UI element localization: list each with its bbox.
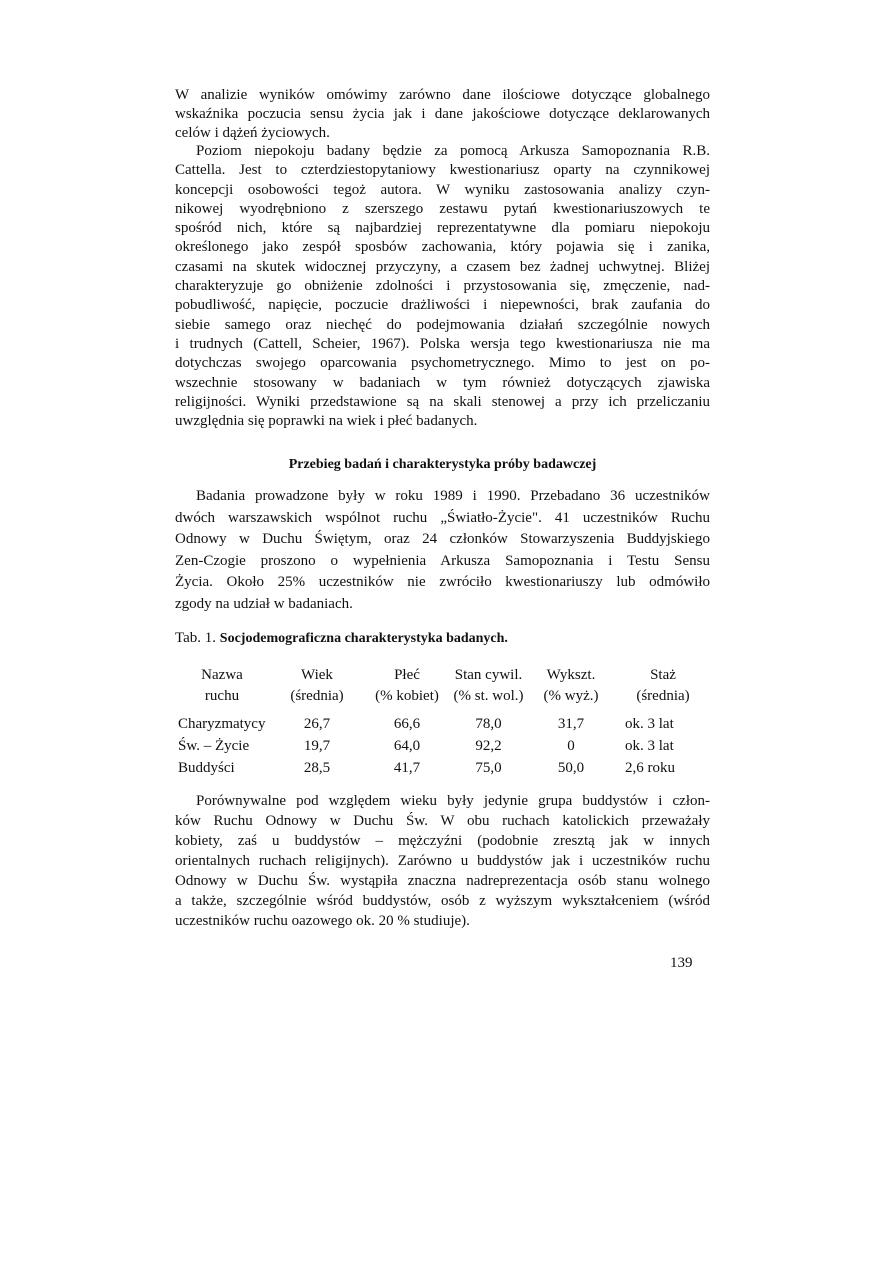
text-line: wszechnie stosowany w badaniach w tym również dotyczących zjawiska [175, 374, 710, 391]
header-age: Wiek [301, 667, 333, 683]
paragraph-study-procedure [175, 486, 710, 616]
text-line: uczestników ruchu oazowego ok. 20 % studiuje). [175, 913, 470, 929]
cell-age: 28,5 [303, 760, 331, 776]
cell-single-pct: 75,0 [475, 760, 502, 776]
cell-higher-edu-pct: 50,0 [557, 760, 585, 776]
text-line: Odnowy w Duchu Św. wystąpiła znaczna nadreprezentacja osób stanu wolnego [175, 873, 710, 889]
text-line: wskaźnika poczucia sensu życia jak i dane jakościowe dotyczące deklarowanych [175, 106, 710, 122]
text-line: religijności. Wyniki przedstawione są na skali stenowej a przy ich przeliczaniu [175, 393, 710, 410]
text-line: Badania prowadzone były w roku 1989 i 1990. Przebadano 36 uczestników [196, 488, 710, 504]
text-line: pobudliwość, napięcie, poczucie drażliwości i niepewności, brak zaufania do [175, 297, 710, 314]
table-header-row-1 [178, 665, 715, 686]
text-line: i trudnych (Cattell, Scheier, 1967). Polska wersja tego kwestionariusza nie ma [175, 335, 710, 352]
text-line: czasami na skutek widocznej przyczyny, a czasem bez żadnej uchwytnej. Bliżej [175, 258, 710, 275]
cell-higher-edu-pct: 31,7 [557, 716, 585, 732]
header-education: Wykszt. [546, 667, 596, 683]
cell-female-pct: 41,7 [393, 760, 421, 776]
page-number: 139 [670, 955, 693, 971]
paragraph-intro [175, 86, 710, 143]
text-line: dotychczas swojego oparcowania psychometrycznego. Mimo to jest on po- [175, 355, 710, 372]
text-line: koncepcji osobowości tegoż autora. W wyniku zastosowania analizy czyn- [175, 181, 710, 198]
header-tenure: Staż [650, 667, 676, 683]
table-row [178, 757, 715, 779]
header-education-sub: (% wyż.) [543, 688, 599, 704]
table-caption-prefix: Tab. 1. [175, 630, 217, 646]
text-line: Zen-Czogie proszono o wypełnienia Arkusza Samopoznania i Testu Sensu [175, 552, 710, 569]
text-line: charakteryzuje go obniżenie zdolności i przystosowania się, zmęczenie, nad- [175, 278, 710, 295]
header-marital-sub: (% st. wol.) [453, 688, 524, 704]
text-line: zgody na udział w badaniach. [175, 595, 353, 612]
sociodemographic-table [178, 665, 715, 779]
table-caption-title: Socjodemograficzna charakterystyka badanych. [219, 631, 508, 646]
section-heading: Przebieg badań i charakterystyka próby badawczej [288, 457, 597, 472]
cell-female-pct: 64,0 [393, 738, 421, 754]
text-line: kobiety, zaś u buddystów – mężczyźni (podobnie zresztą jak w innych [175, 833, 710, 849]
header-name-sub: ruchu [204, 688, 240, 704]
text-line: siebie samego oraz niechęć do podejmowania działań szczególnie nowych [175, 316, 710, 333]
table-row [178, 713, 715, 735]
text-line: W analizie wyników omówimy zarówno dane ilościowe dotyczące globalnego [175, 87, 710, 103]
cell-age: 19,7 [303, 738, 331, 754]
text-line: a także, szczególnie wśród buddystów, osób z wyższym wykształceniem (wśród [175, 893, 710, 909]
cell-tenure: ok. 3 lat [625, 738, 674, 754]
text-line: określonego jako zespół sposbów zachowania, który pojawia się i zanika, [175, 239, 710, 256]
table-caption [175, 630, 508, 647]
text-line: ków Ruchu Odnowy w Duchu Św. W obu ruchach katolickich przeważały [175, 813, 710, 829]
text-line: uwzględnia się poprawki na wiek i płeć badanych. [175, 413, 478, 430]
cell-single-pct: 78,0 [475, 716, 502, 732]
text-line: Cattella. Jest to czterdziestopytaniowy kwestionariusz oparty na czynnikowej [175, 162, 710, 179]
header-sex-sub: (% kobiet) [375, 688, 439, 704]
paragraph-comparison [175, 791, 710, 931]
cell-movement: Charyzmatycy [178, 716, 266, 732]
header-marital: Stan cywil. [454, 667, 523, 683]
table-header-row-2 [178, 686, 715, 707]
cell-movement: Buddyści [178, 760, 235, 776]
text-line: Porównywalne pod względem wieku były jedynie grupa buddystów i człon- [196, 793, 710, 809]
cell-higher-edu-pct: 0 [567, 738, 575, 754]
text-line: nikowej wyodrębniono z szerszego zestawu pytań kwestionariuszowych te [175, 200, 710, 217]
cell-single-pct: 92,2 [475, 738, 502, 754]
paragraph-anxiety-measure [175, 142, 710, 431]
text-line: celów i dążeń życiowych. [175, 125, 330, 141]
text-line: dwóch warszawskich wspólnot ruchu „Światło-Życie". 41 uczestników Ruchu [175, 509, 710, 526]
text-line: Odnowy w Duchu Świętym, oraz 24 członków Stowarzyszenia Buddyjskiego [175, 531, 710, 548]
cell-tenure: ok. 3 lat [625, 716, 674, 732]
cell-movement: Św. – Życie [178, 738, 250, 754]
text-line: Poziom niepokoju badany będzie za pomocą Arkusza Samopoznania R.B. [196, 143, 710, 159]
header-sex: Płeć [394, 667, 420, 683]
cell-age: 26,7 [303, 716, 331, 732]
header-tenure-sub: (średnia) [636, 688, 690, 704]
text-line: spośród nich, które są najbardziej reprezentatywne dla pomiaru niepokoju [175, 220, 710, 237]
cell-tenure: 2,6 roku [625, 760, 675, 776]
cell-female-pct: 66,6 [393, 716, 421, 732]
table-row [178, 735, 715, 757]
header-age-sub: (średnia) [290, 688, 344, 704]
text-line: orientalnych ruchach religijnych). Zarówno u buddystów jak i uczestników ruchu [175, 853, 710, 869]
text-line: Życia. Około 25% uczestników nie zwróciło kwestionariuszy lub odmówiło [175, 574, 710, 591]
header-name: Nazwa [201, 667, 243, 683]
